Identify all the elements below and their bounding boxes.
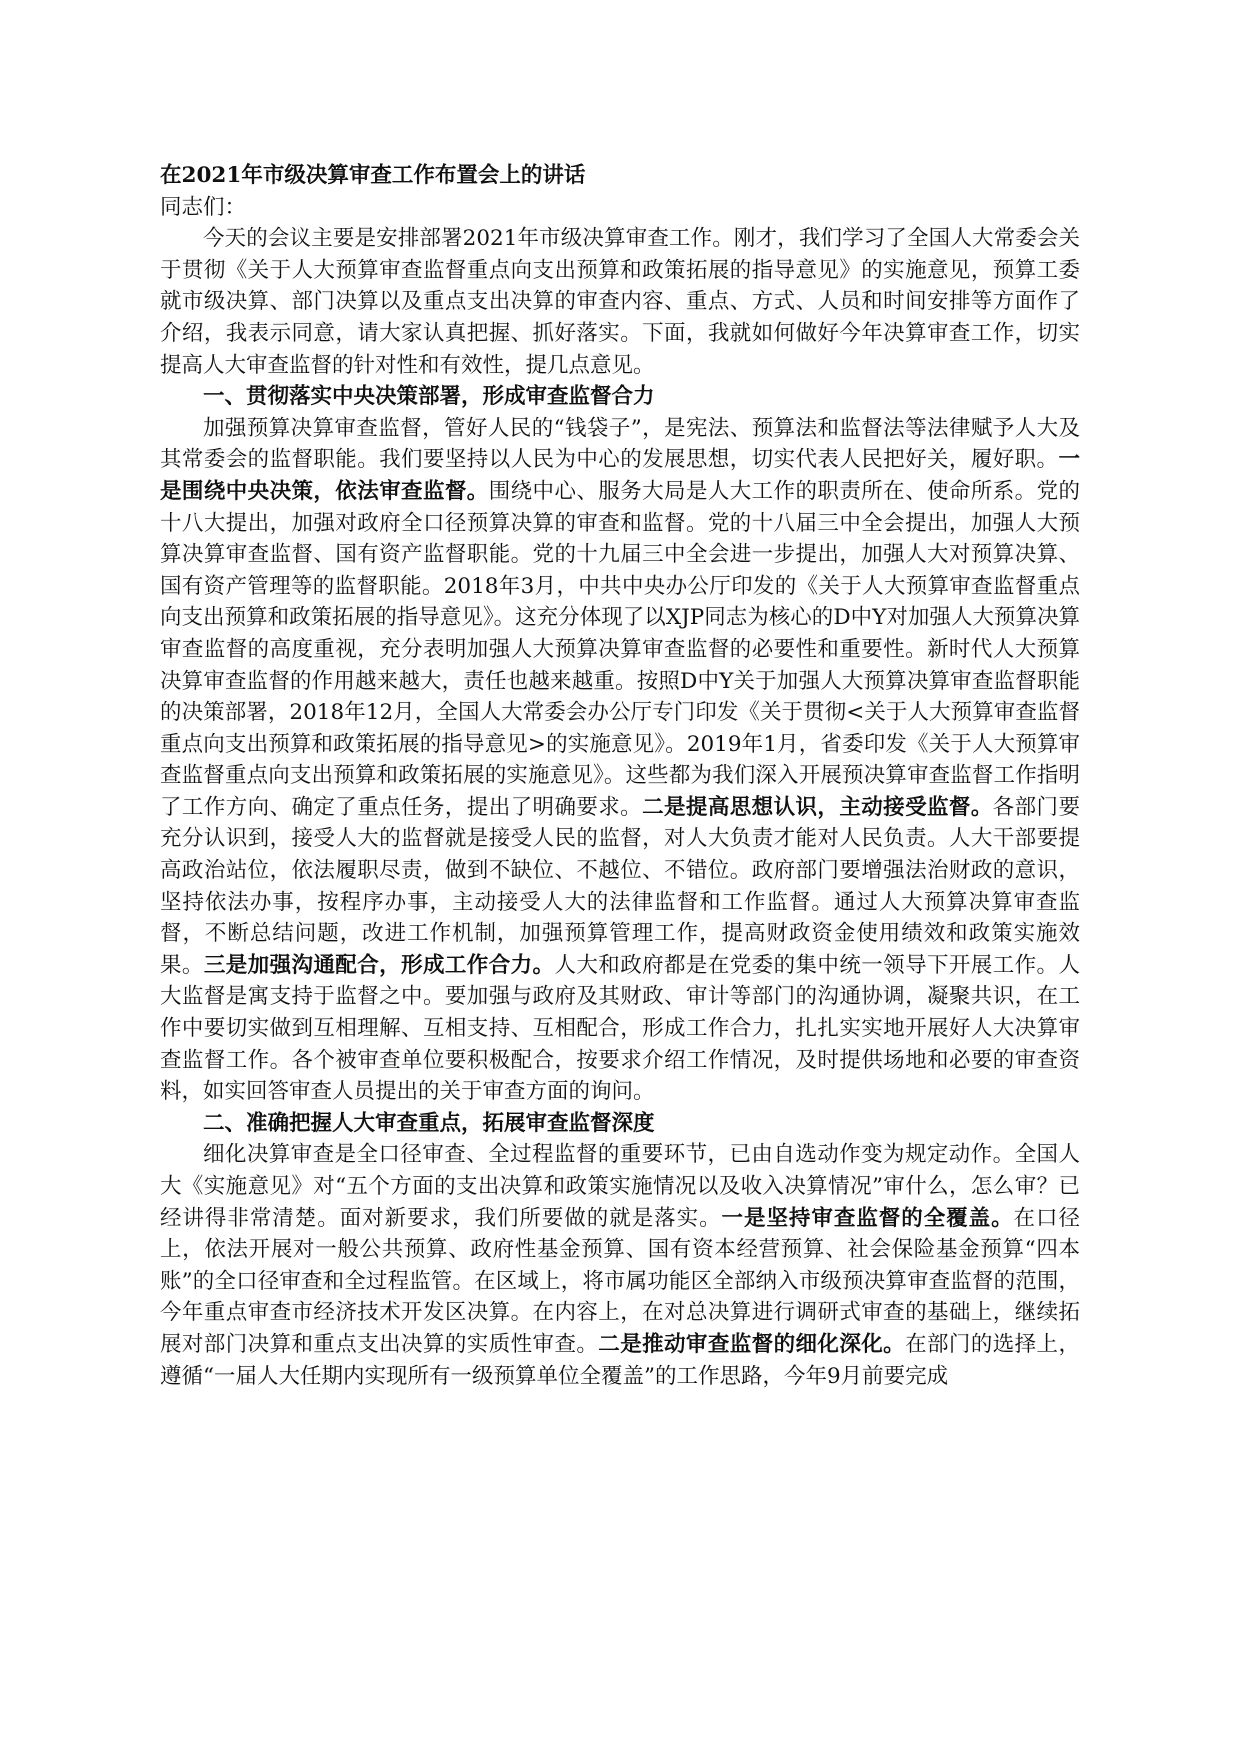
section-1-paragraph	[160, 413, 1080, 1108]
text-run: 细化决算审查是全口径审查、全过程监督的重要环节，已由自选动作变为规定动作。全国人大《实施意见》对“五个方面的支出决算和政策实施情况以及收入决算情况”审什么，怎么审？已经讲得非常清楚。面对新要求，我们所要做的就是落实。	[160, 1142, 1080, 1231]
bold-point-2: 二是提高思想认识，主动接受监督。	[642, 794, 993, 820]
text-run: 人大和政府都是在党委的集中统一领导下开展工作。人大监督是寓支持于监督之中。要加强与政府及其财政、审计等部门的沟通协调，凝聚共识，在工作中要切实做到互相理解、互相支持、互相配合，形成工作合力，扎扎实实地开展好人大决算审查监督工作。各个被审查单位要积极配合，按要求介绍工作情况，及时提供场地和必要的审查资料，如实回答审查人员提出的关于审查方面的询问。	[160, 952, 1080, 1105]
text-run: 在部门的选择上，遵循“一届人大任期内实现所有一级预算单位全覆盖”的工作思路，今年9月前要完成	[160, 1331, 1080, 1389]
bold-point-1: 一是围绕中央决策，依法审查监督。	[160, 447, 1080, 504]
text-run: 加强预算决算审查监督，管好人民的“钱袋子”，是宪法、预算法和监督法等法律赋予人大及其常委会的监督职能。我们要坚持以人民为中心的发展思想，切实代表人民把好关，履好职。	[160, 415, 1080, 473]
section-1-heading: 一、贯彻落实中央决策部署，形成审查监督合力	[203, 384, 655, 410]
bold-point-4: 一是坚持审查监督的全覆盖。	[721, 1205, 1014, 1231]
section-2-paragraph	[160, 1139, 1080, 1392]
text-run: 围绕中心、服务大局是人大工作的职责所在、使命所系。党的十八大提出，加强对政府全口径预算决算的审查和监督。党的十八届三中全会提出，加强人大预算决算审查监督、国有资产监督职能。党的十九届三中全会进一步提出，加强人大对预算决算、国有资产管理等的监督职能。2018年3月，中共中央办公厅印发的《关于人大预算审查监督重点向支出预算和政策拓展的指导意见》。这充分体现了以XJP同志为核心的D中Y对加强人大预算决算审查监督的高度重视，充分表明加强人大预算决算审查监督的必要性和重要性。新时代人大预算决算审查监督的作用越来越大，责任也越来越重。按照D中Y关于加强人大预算决算审查监督职能的决策部署，2018年12月，全国人大常委会办公厅专门印发《关于贯彻<关于人大预算审查监督重点向支出预算和政策拓展的指导意见>的实施意见》。2019年1月，省委印发《关于人大预算审查监督重点向支出预算和政策拓展的实施意见》。这些都为我们深入开展预决算审查监督工作指明了工作方向、确定了重点任务，提出了明确要求。	[160, 478, 1080, 820]
intro-paragraph: 今天的会议主要是安排部署2021年市级决算审查工作。刚才，我们学习了全国人大常委会关于贯彻《关于人大预算审查监督重点向支出预算和政策拓展的指导意见》的实施意见，预算工委就市级决算、部门决算以及重点支出决算的审查内容、重点、方式、人员和时间安排等方面作了介绍，我表示同意，请大家认真把握、抓好落实。下面，我就如何做好今年决算审查工作，切实提高人大审查监督的针对性和有效性，提几点意见。	[160, 226, 1080, 378]
document-title: 在2021年市级决算审查工作布置会上的讲话	[160, 163, 586, 188]
text-run: 在口径上，依法开展对一般公共预算、政府性基金预算、国有资本经营预算、社会保险基金预算“四本账”的全口径审查和全过程监管。在区域上，将市属功能区全部纳入市级预决算审查监督的范围，今年重点审查市经济技术开发区决算。在内容上，在对总决算进行调研式审查的基础上，继续拓展对部门决算和重点支出决算的实质性审查。	[160, 1205, 1080, 1357]
text-run: 各部门要充分认识到，接受人大的监督就是接受人民的监督，对人大负责才能对人民负责。人大干部要提高政治站位，依法履职尽责，做到不缺位、不越位、不错位。政府部门要增强法治财政的意识，坚持依法办事，按程序办事，主动接受人大的法律监督和工作监督。通过人大预算决算审查监督，不断总结问题，改进工作机制，加强预算管理工作，提高财政资金使用绩效和政策实施效果。	[160, 794, 1080, 978]
bold-point-5: 二是推动审查监督的细化深化。	[598, 1331, 906, 1357]
document-page	[160, 160, 1080, 1392]
bold-point-3: 三是加强沟通配合，形成工作合力。	[203, 952, 555, 978]
greeting: 同志们：	[160, 194, 247, 220]
section-2-heading: 二、准确把握人大审查重点，拓展审查监督深度	[203, 1110, 655, 1136]
